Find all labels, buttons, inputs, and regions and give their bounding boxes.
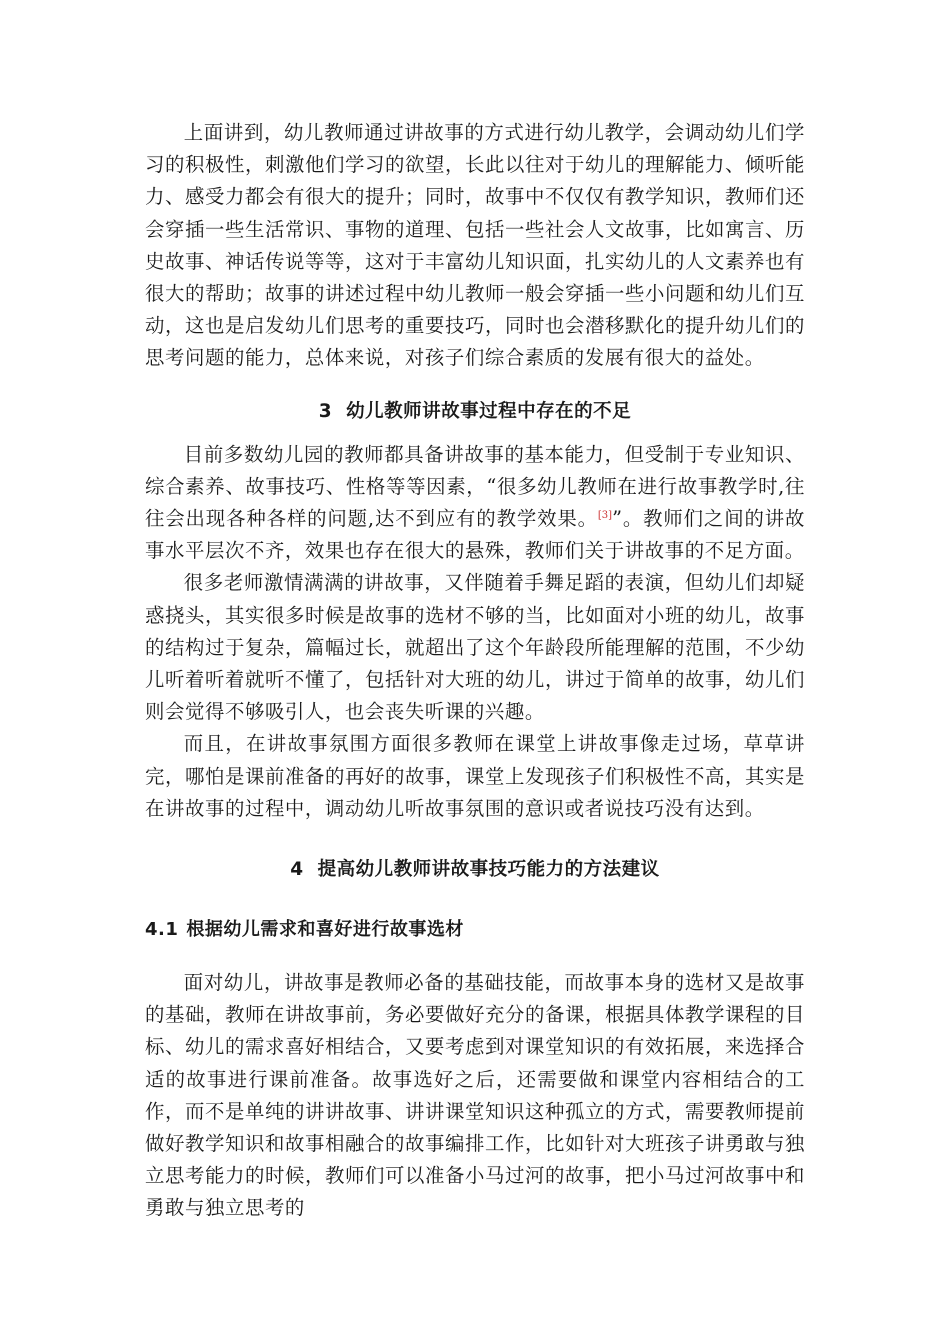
paragraph-text: 目前多数幼儿园的教师都具备讲故事的基本能力，但受制于专业知识、综合素养、故事技巧、性格等等因素，“很多幼儿教师在进行故事教学时,往往会出现各种各样的问题,达不到应有的教学效果。 bbox=[145, 442, 805, 531]
section-title: 提高幼儿教师讲故事技巧能力的方法建议 bbox=[317, 859, 660, 881]
subsection-number: 4.1 bbox=[145, 919, 179, 941]
section-number: 3 bbox=[318, 400, 333, 422]
paragraph-text: ”。教师们之间的讲故事水平层次不齐，效果也存在很大的悬殊，教师们关于讲故事的不足方面。 bbox=[145, 507, 805, 563]
section-title: 幼儿教师讲故事过程中存在的不足 bbox=[346, 400, 632, 422]
citation-link[interactable]: [3] bbox=[597, 510, 613, 522]
body-paragraph bbox=[145, 439, 805, 568]
subsection-heading bbox=[145, 915, 805, 941]
body-paragraph: 而且，在讲故事氛围方面很多教师在课堂上讲故事像走过场，草草讲完，哪怕是课前准备的再好的故事，课堂上发现孩子们积极性不高，其实是在讲故事的过程中，调动幼儿听故事氛围的意识或者说技巧没有达到。 bbox=[145, 732, 805, 820]
body-paragraph: 上面讲到，幼儿教师通过讲故事的方式进行幼儿教学，会调动幼儿们学习的积极性，刺激他们学习的欲望，长此以往对于幼儿的理解能力、倾听能力、感受力都会有很大的提升；同时，故事中不仅仅有教学知识，教师们还会穿插一些生活常识、事物的道理、包括一些社会人文故事，比如寓言、历史故事、神话传说等等，这对于丰富幼儿知识面，扎实幼儿的人文素养也有很大的帮助；故事的讲述过程中幼儿教师一般会穿插一些小问题和幼儿们互动，这也是启发幼儿们思考的重要技巧，同时也会潜移默化的提升幼儿们的思考问题的能力，总体来说，对孩子们综合素质的发展有很大的益处。 bbox=[145, 121, 805, 370]
document-page bbox=[145, 117, 805, 1225]
body-paragraph: 很多老师激情满满的讲故事，又伴随着手舞足蹈的表演，但幼儿们却疑惑挠头，其实很多时候是故事的选材不够的当，比如面对小班的幼儿，故事的结构过于复杂，篇幅过长，就超出了这个年龄段所能理解的范围，不少幼儿听着听着就听不懂了，包括针对大班的幼儿，讲过于简单的故事，幼儿们则会觉得不够吸引人，也会丧失听课的兴趣。 bbox=[145, 571, 805, 724]
section-heading bbox=[145, 855, 805, 881]
section-number: 4 bbox=[290, 859, 304, 881]
subsection-title: 根据幼儿需求和喜好进行故事选材 bbox=[186, 919, 464, 941]
section-heading bbox=[145, 397, 805, 423]
body-paragraph: 面对幼儿，讲故事是教师必备的基础技能，而故事本身的选材又是故事的基础，教师在讲故事前，务必要做好充分的备课，根据具体教学课程的目标、幼儿的需求喜好相结合，又要考虑到对课堂知识的有效拓展，来选择合适的故事进行课前准备。故事选好之后，还需要做和课堂内容相结合的工作，而不是单纯的讲讲故事、讲讲课堂知识这种孤立的方式，需要教师提前做好教学知识和故事相融合的故事编排工作，比如针对大班孩子讲勇敢与独立思考能力的时候，教师们可以准备小马过河的故事，把小马过河故事中和勇敢与独立思考的 bbox=[145, 971, 805, 1220]
